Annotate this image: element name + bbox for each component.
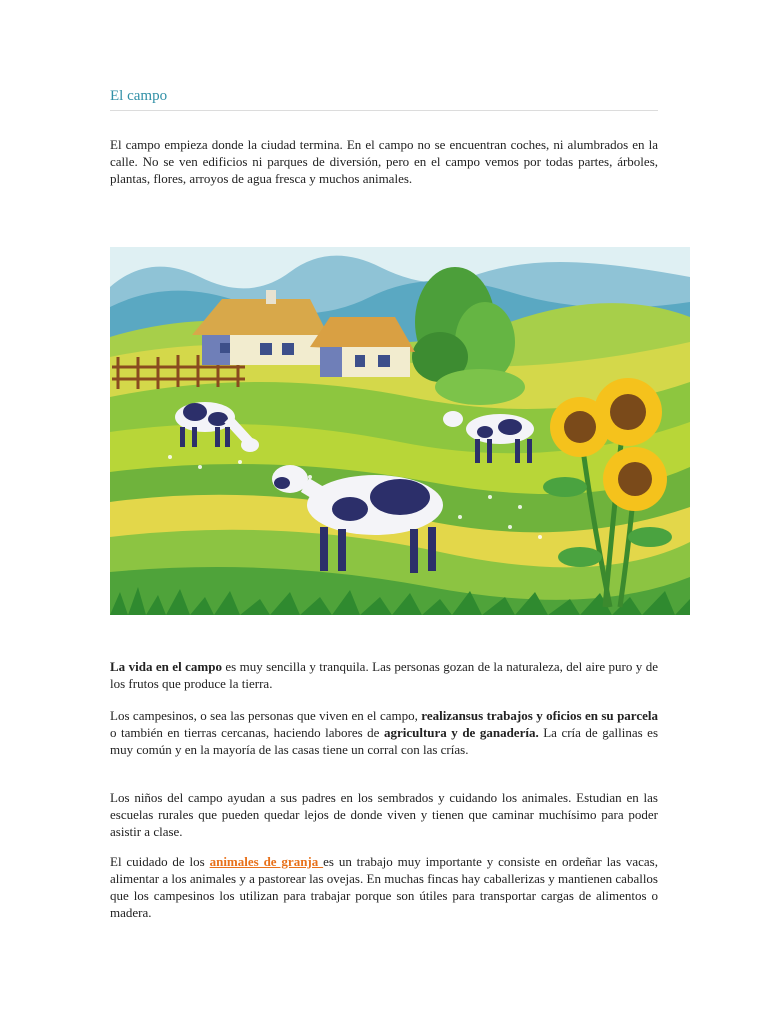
farmers-paragraph	[110, 707, 658, 758]
life-bold-lead: La vida en el campo	[110, 659, 222, 674]
life-in-countryside-paragraph	[110, 658, 658, 692]
countryside-illustration	[110, 247, 690, 615]
title-divider	[110, 110, 658, 111]
farm-text-a: El cuidado de los	[110, 854, 210, 869]
farmers-text-c: La cría de gallinas es muy común y en la mayoría de las casas tiene un corral con las crías.	[110, 725, 658, 757]
life-text: es muy sencilla y tranquila. Las personas gozan de la naturaleza, del aire puro y de los frutos que produce la tierra.	[110, 659, 658, 691]
farm-text-b: es un trabajo muy importante y consiste en ordeñar las vacas, alimentar a los animales y a pastorear las ovejas. En muchas fincas hay caballerizas y mantienen caballos que los campesinos los utilizan para trabajar porque son útiles para transportar cargas de alimentos o madera.	[110, 854, 658, 920]
farmers-text-a: Los campesinos, o sea las personas que viven en el campo,	[110, 708, 422, 723]
farmers-text-b: o también en tierras cercanas, haciendo labores de	[110, 725, 384, 740]
page-title: El campo	[110, 88, 168, 104]
farm-animals-paragraph	[110, 853, 658, 921]
farmers-bold-a: realizansus trabajos y oficios en su parcela	[421, 708, 658, 723]
farmers-bold-b: agricultura y de ganadería.	[383, 725, 539, 740]
children-paragraph: Los niños del campo ayudan a sus padres en los sembrados y cuidando los animales. Estudian en las escuelas rurales que pueden quedar lejos de donde viven y tienen que caminar muchísimo para poder asistir a clase.	[110, 790, 658, 839]
farm-animals-link[interactable]: animales de granja	[209, 854, 324, 869]
intro-paragraph: El campo empieza donde la ciudad termina. En el campo no se encuentran coches, ni alumbrados en la calle. No se ven edificios ni parques de diversión, pero en el campo vemos por todas partes, árboles, plantas, flores, arroyos de agua fresca y muchos animales.	[110, 137, 658, 186]
